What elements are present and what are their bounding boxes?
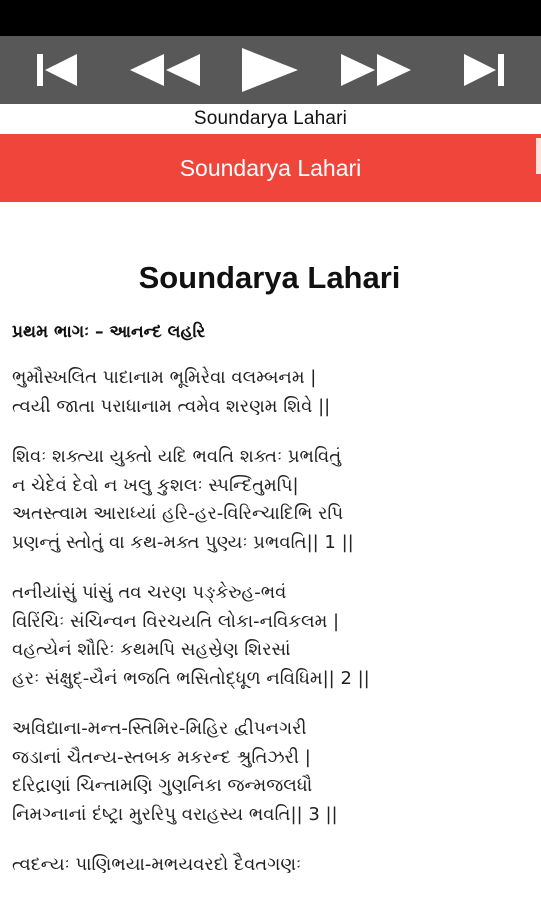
now-playing-title: Soundarya Lahari [0, 104, 541, 134]
stanza [12, 364, 527, 421]
verse-line: જડાનાં ચૈતન્ય-સ્તબક મકરન્દ શ્રુતિઝરી | [12, 746, 311, 768]
verse-line: ભુમૌસ્ખલિત પાદાનામ ભૂમિરેવા વલમ્બનમ | [12, 367, 317, 388]
play-icon [240, 48, 300, 92]
section-heading: પ્રથમ ભાગઃ – આનન્દ લહરિ [12, 322, 206, 342]
page-title: Soundarya Lahari [138, 260, 401, 295]
scroll-indicator [536, 138, 541, 174]
document-content[interactable] [0, 202, 541, 900]
fast-forward-button[interactable] [331, 40, 421, 100]
status-bar [0, 0, 541, 36]
verse-line: વિરિંચિઃ સંચિન્વન વિરચયતિ લોકા-નવિકલમ | [12, 610, 340, 632]
rewind-icon [126, 52, 204, 88]
verse-line: વહત્યેનં શૌરિઃ કથમપિ સહસ્રેણ શિરસાં [12, 639, 291, 660]
stanza [12, 715, 527, 829]
verse-line: હરઃ સંક્ષુદ્-યૈનં ભજતિ ભસિતોદ્ધૂળ નવિધિમ|| 2 || [12, 667, 370, 689]
verse-line: શિવઃ શક્ત્યા યુક્તો યદિ ભવતિ શક્તઃ પ્રભવિતું [12, 446, 342, 467]
fast-forward-icon [337, 52, 415, 88]
verse-line: અવિદ્યાના-મન્ત-સ્તિમિર-મિહિર દ્વીપનગરી [12, 718, 307, 739]
header-title: Soundarya Lahari [179, 154, 362, 181]
app-header [0, 134, 541, 202]
media-player-bar [0, 36, 541, 104]
stanza [12, 443, 527, 557]
verse-line: નિમગ્નાનાં દંષ્ટ્રા મુરરિપુ વરાહસ્ય ભવતિ|| 3 || [12, 803, 338, 825]
verse-line: ત્વદન્યઃ પાણિભયા-મભયવરદો દૈવતગણઃ [12, 854, 302, 875]
skip-next-icon [456, 50, 508, 90]
verse-line: દરિદ્રાણાં ચિન્તામણિ ગુણનિકા જન્મજલધૌ [12, 775, 313, 796]
skip-previous-button[interactable] [14, 40, 104, 100]
stanza [12, 579, 527, 693]
verse-line: ત્વયી જાતા પરાધાનામ ત્વમેવ શરણમ શિવે || [12, 395, 331, 417]
skip-previous-icon [33, 50, 85, 90]
stanza [12, 851, 527, 880]
skip-next-button[interactable] [437, 40, 527, 100]
verse-line: પ્રણન્તું સ્તોતું વા કથ-મક્ત પુણ્યઃ પ્રભવતિ|| 1 || [12, 531, 354, 553]
rewind-button[interactable] [120, 40, 210, 100]
verse-line: ન ચેદેવં દેવો ન ખલુ કુશલઃ સ્પન્દિતુમપિ| [12, 474, 299, 496]
play-button[interactable] [225, 40, 315, 100]
verse-line: તનીયાંસું પાંસું તવ ચરણ પઙ્કેરુહ-ભવં [12, 582, 287, 603]
verse-line: અતસ્ત્વામ આરાધ્યાં હરિ-હર-વિરિન્ચાદિભિ રપિ [12, 503, 344, 524]
